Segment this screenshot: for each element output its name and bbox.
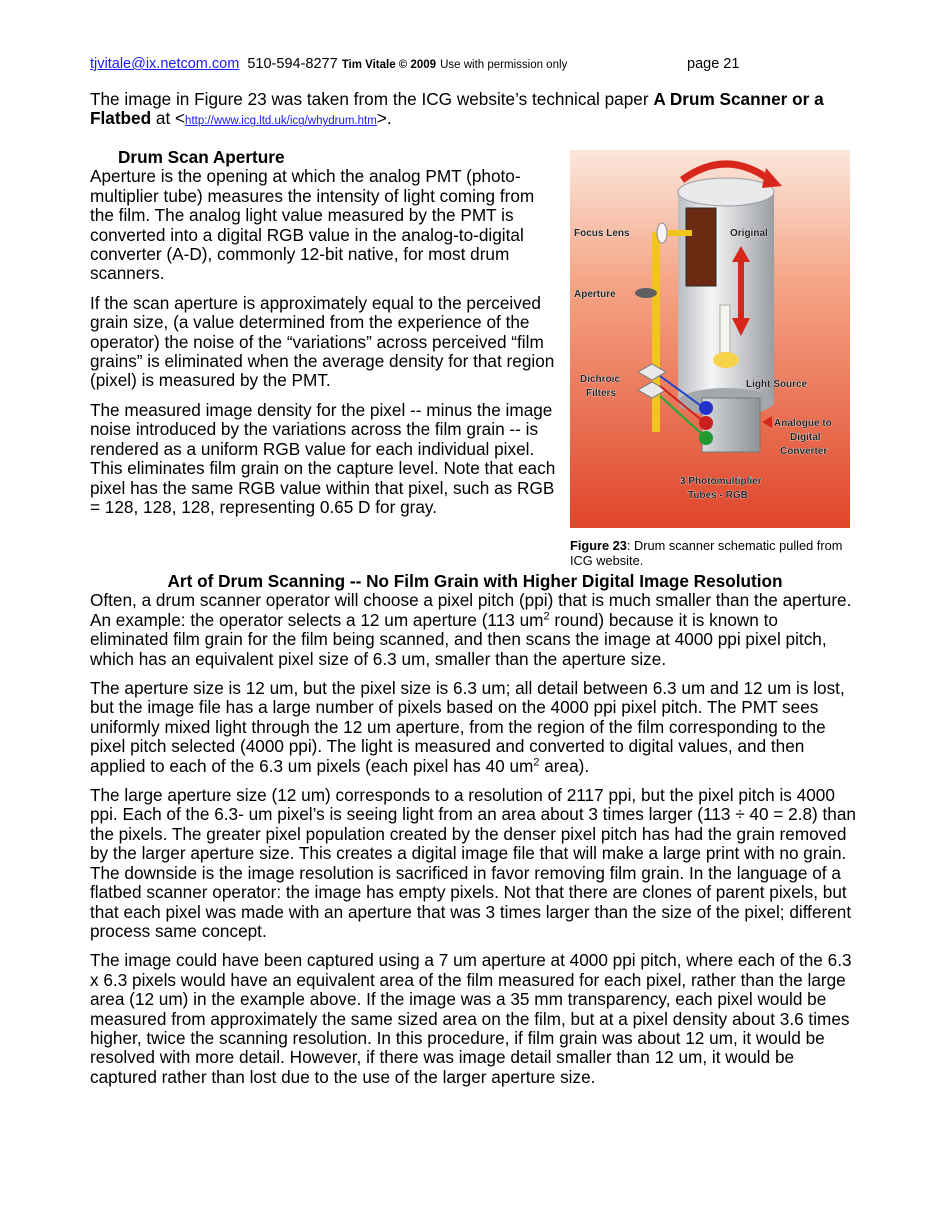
label-aperture: Aperture: [574, 289, 616, 300]
original-film: [686, 208, 716, 286]
label-pmt-1: 3 Photomultiplier: [680, 476, 762, 487]
paragraph: The measured image density for the pixel -- minus the image noise introduced by the variations across the film grain -- is rendered as a uniform RGB value for each individual pixel. This eliminates film grain on the capture level. Note that each pixel has the same RGB value within that pixel, such as RGB = 128, 128, 128, representing 0.65 D for gray.: [90, 399, 556, 517]
permission-note: Use with permission only: [440, 59, 568, 71]
figure-23: [570, 150, 850, 568]
label-adc-1: Analogue to: [774, 418, 832, 429]
superscript: 2: [543, 610, 550, 623]
paper-title: A Drum Scanner or a Flatbed: [90, 89, 824, 129]
paragraph: [90, 591, 860, 669]
focus-lens-icon: [657, 223, 667, 243]
label-dichroic: Dichroic: [580, 374, 621, 385]
label-original: Original: [730, 228, 768, 239]
paragraph-text: round) because it is known to eliminated film grain for the film being scanned, and then scans the image at 4000 ppi pixel pitch, which has an equivalent pixel size of 6.3 um, smaller than the aperture size.: [90, 609, 827, 669]
label-adc-2: Digital: [790, 432, 821, 443]
label-pmt-2: Tubes - RGB: [688, 490, 748, 501]
paragraph-text: area).: [539, 755, 590, 776]
drum-scan-aperture-section: [90, 148, 560, 527]
figure-number: Figure 23: [570, 538, 627, 553]
label-filters: Filters: [586, 388, 617, 399]
intro-text: The image in Figure 23 was taken from the ICG website’s technical paper: [90, 89, 654, 109]
intro-end: >.: [376, 108, 392, 129]
label-light-source: Light Source: [746, 379, 808, 390]
paragraph: [90, 679, 860, 776]
paragraph-text: The aperture size is 12 um, but the pixel size is 6.3 um; all detail between 6.3 um and 12 um is lost, but the image file has a large number of pixels based on the 4000 ppi pixel pitch. The PMT sees uniformly mixed light through the 12 um aperture, from the region of the film corresponding to the pixel pitch selected (4000 ppi). The light is measured and converted to digital values, and then applied to each of the 6.3 um pixels (each pixel has 40 um: [90, 678, 845, 776]
intro-paragraph: [90, 90, 860, 132]
section-heading: Art of Drum Scanning -- No Film Grain with Higher Digital Image Resolution: [167, 571, 783, 591]
paragraph: Aperture is the opening at which the analog PMT (photo-multiplier tube) measures the intensity of light coming from the film. The analog light value measured by the PMT is converted into a digital RGB value in the analog-to-digital converter (A-D), commonly 12-bit native, for most drum scanners.: [90, 166, 535, 284]
author-email-link[interactable]: tjvitale@ix.netcom.com: [90, 56, 240, 72]
aperture-icon: [635, 288, 657, 298]
author-phone: 510-594-8277: [247, 56, 338, 72]
drum-scanner-schematic: [570, 150, 850, 528]
paragraph: If the scan aperture is approximately equal to the perceived grain size, (a value determined from the experience of the operator) the noise of the “variations” across perceived “film grains” is eliminated when the average density for that region (pixel) is measured by the PMT.: [90, 292, 555, 391]
light-source-bulb: [713, 352, 739, 368]
paragraph-text: Often, a drum scanner operator will choose a pixel pitch (ppi) that is much smaller than the aperture. An example: the operator selects a 12 um aperture (113 um: [90, 590, 852, 630]
light-beam: [668, 230, 692, 236]
superscript: 2: [533, 755, 540, 768]
label-adc-3: Converter: [780, 446, 828, 457]
page-number: page 21: [687, 56, 740, 72]
label-focus-lens: Focus Lens: [574, 228, 630, 239]
figure-caption: [570, 538, 850, 568]
paragraph: The image could have been captured using a 7 um aperture at 4000 ppi pitch, where each of the 6.3 x 6.3 pixels would have an equivalent area of the film measured for each pixel, rather than the large area (12 um) in the example above. If the image was a 35 mm transparency, each pixel would be measured from approximately the same sized area on the film, but at a pixel density about 3.6 times higher, twice the scanning resolution. In this procedure, if film grain was about 12 um, it would be resolved with more detail. However, if there was image detail smaller than 12 um, it would be captured rather than lost due to the use of the larger aperture size.: [90, 950, 852, 1087]
paragraph: The large aperture size (12 um) corresponds to a resolution of 2117 ppi, but the pixel pitch is 4000 ppi. Each of the 6.3- um pixel’s is seeing light from an area about 3 times larger (113 ÷ 40 = 2.8) than the pixels. The greater pixel population created by the denser pixel pitch has had the grain removed by the larger aperture size. This creates a digital image file that will make a large print with no grain. The downside is the image resolution is sacrificed in favor removing film grain. In the language of a flatbed scanner operator: the image has empty pixels. Not that there are clones of parent pixels, but that each pixel was made with an aperture that was 3 times larger than the size of the pixel; different process same concept.: [90, 785, 856, 941]
intro-at: at <: [151, 108, 186, 129]
light-beam: [652, 232, 660, 432]
page-header: [90, 56, 860, 72]
section-heading: Drum Scan Aperture: [118, 147, 285, 167]
photomultiplier-tubes: [699, 398, 760, 452]
author-copyright: Tim Vitale © 2009: [341, 59, 437, 71]
icg-url-link[interactable]: http://www.icg.ltd.uk/icg/whydrum.htm: [185, 115, 377, 128]
art-of-drum-scanning-section: [90, 572, 860, 1097]
caption-text: : Drum scanner schematic pulled from ICG website.: [570, 538, 843, 568]
